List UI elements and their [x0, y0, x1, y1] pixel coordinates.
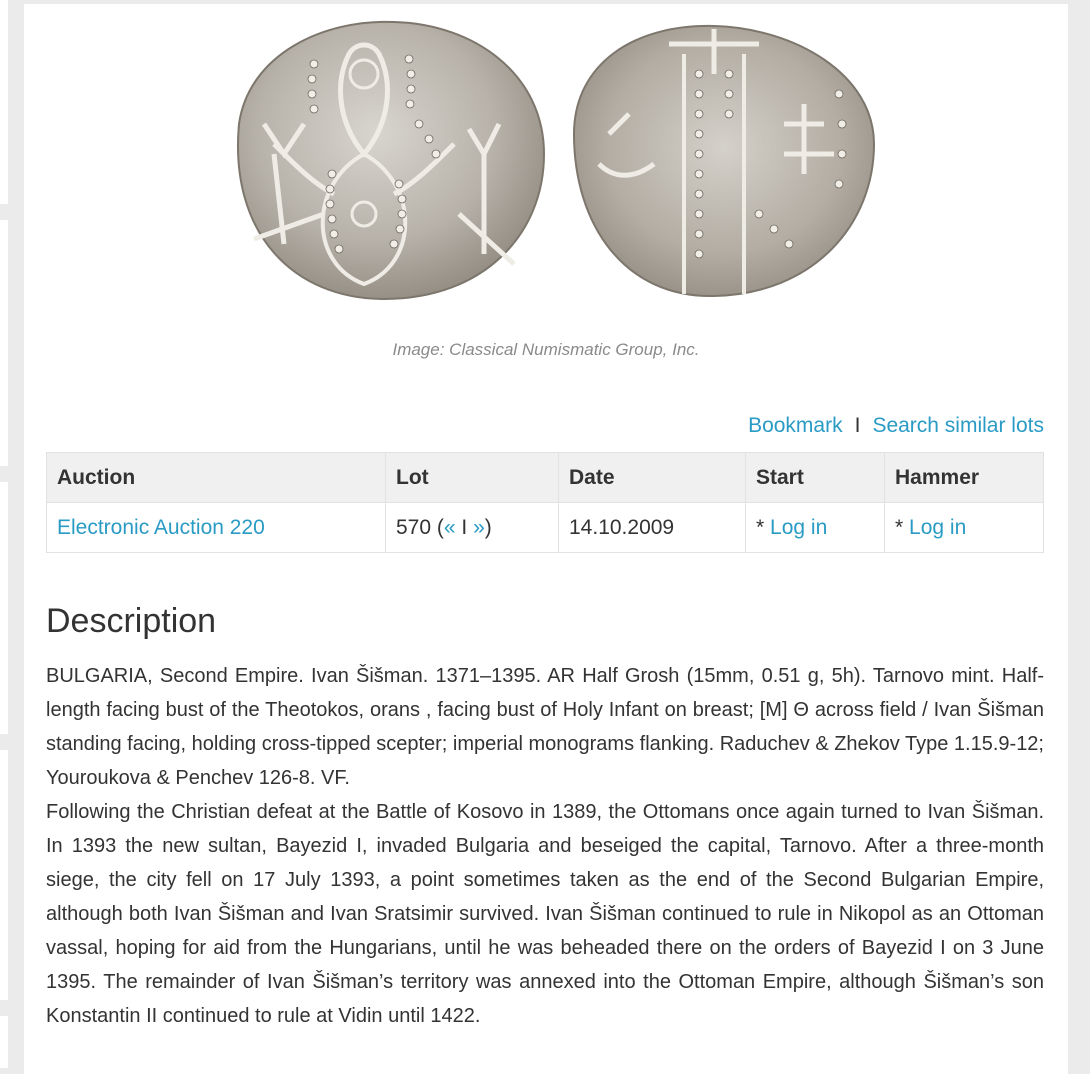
- coin-obverse: [238, 22, 544, 299]
- lot-cell: [386, 503, 559, 553]
- image-caption: Image: Classical Numismatic Group, Inc.: [392, 340, 700, 359]
- lot-nav-open: (: [436, 515, 444, 539]
- lot-nav-separator: I: [461, 515, 468, 539]
- lot-number: 570: [396, 515, 432, 539]
- panel-gap: [0, 466, 8, 482]
- search-similar-lots-link[interactable]: Search similar lots: [872, 414, 1044, 437]
- start-login-link[interactable]: Log in: [770, 515, 828, 539]
- description-title: Description: [46, 602, 217, 640]
- header-auction: Auction: [47, 453, 386, 503]
- start-cell: [746, 503, 885, 553]
- description-paragraph: BULGARIA, Second Empire. Ivan Šišman. 1371–1395. AR Half Grosh (15mm, 0.51 g, 5h). Tarnovo mint. Half-length facing bust of the Theotokos, orans , facing bust of Holy Infant on breast; [M] Θ across field / Ivan Šišman standing facing, holding cross-tipped scepter; imperial monograms flanking. Raduchev & Zhekov Type 1.15.9-12; Youroukova & Penchev 126-8. VF.: [46, 665, 1044, 789]
- panel-gap: [0, 1000, 8, 1016]
- start-prefix: *: [756, 515, 765, 539]
- lot-card: [24, 4, 1068, 1074]
- action-separator: I: [854, 414, 861, 437]
- left-panel-edge: [0, 0, 8, 1068]
- bookmark-link[interactable]: Bookmark: [748, 414, 843, 437]
- coin-reverse: [574, 26, 874, 296]
- auction-link[interactable]: Electronic Auction 220: [57, 515, 265, 539]
- panel-gap: [0, 734, 8, 750]
- description-body: [46, 659, 1044, 1033]
- header-date: Date: [559, 453, 746, 503]
- date-cell: 14.10.2009: [559, 503, 746, 553]
- lot-actions: [748, 414, 1044, 438]
- hammer-cell: [885, 503, 1044, 553]
- hammer-login-link[interactable]: Log in: [909, 515, 967, 539]
- lot-nav-close: ): [484, 515, 492, 539]
- header-hammer: Hammer: [885, 453, 1044, 503]
- header-start: Start: [746, 453, 885, 503]
- previous-lot-link[interactable]: «: [443, 515, 456, 539]
- header-lot: Lot: [386, 453, 559, 503]
- lot-table: [46, 452, 1044, 553]
- coin-image[interactable]: [214, 14, 884, 314]
- lot-table-header: [47, 453, 1044, 503]
- coin-photo: [214, 14, 884, 314]
- description-paragraph: Following the Christian defeat at the Battle of Kosovo in 1389, the Ottomans once again turned to Ivan Šišman. In 1393 the new sultan, Bayezid I, invaded Bulgaria and beseiged the capital, Tarnovo. After a three-month siege, the city fell on 17 July 1393, a point sometimes taken as the end of the Second Bulgarian Empire, although both Ivan Šišman and Ivan Sratsimir survived. Ivan Šišman continued to rule in Nikopol as an Ottoman vassal, hoping for aid from the Hungarians, until he was beheaded there on the orders of Bayezid I on 3 June 1395. The remainder of Ivan Šišman’s territory was annexed into the Ottoman Empire, although Šišman’s son Konstantin II continued to rule at Vidin until 1422.: [46, 801, 1044, 1027]
- auction-cell: [47, 503, 386, 553]
- next-lot-link[interactable]: »: [473, 515, 485, 539]
- table-row: [47, 503, 1044, 553]
- hammer-prefix: *: [895, 515, 904, 539]
- panel-gap: [0, 204, 8, 220]
